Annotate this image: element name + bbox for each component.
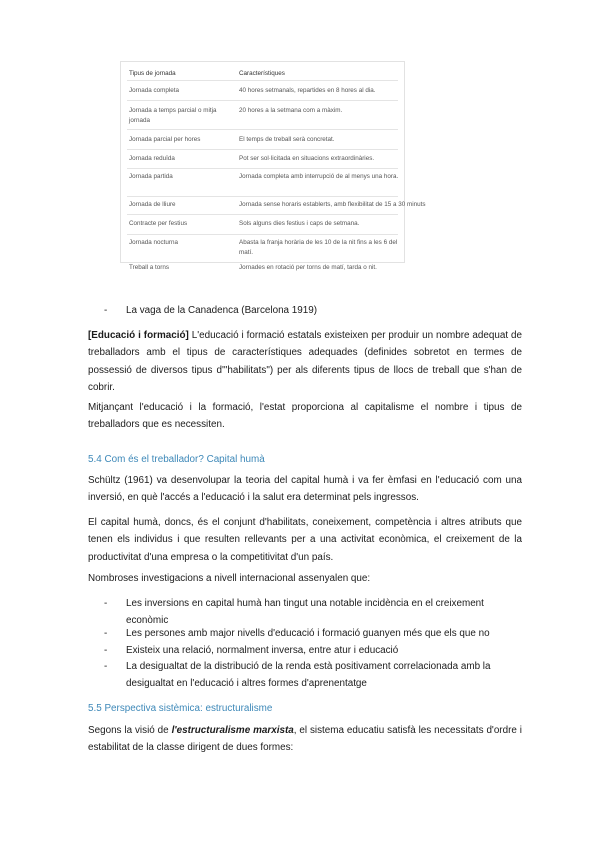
table-cell: Jornada parcial per hores <box>129 136 201 143</box>
list-item: Les inversions en capital humà han tingut una notable incidència en el creixement econòmic <box>126 598 484 627</box>
bullet-marker: - <box>104 628 108 639</box>
table-cell: Jornada sense horaris establerts, amb flexibilitat de 15 a 30 minuts <box>239 201 426 208</box>
table-cell: Treball a torns <box>129 264 170 271</box>
bullet-marker: - <box>104 305 108 316</box>
list-item: Existeix una relació, normalment inversa, entre atur i educació <box>126 645 399 656</box>
table-cell: 20 hores a la setmana com a màxim. <box>239 107 343 114</box>
table-cell: Jornades en rotació per torns de matí, tarda o nit. <box>239 264 377 271</box>
table-cell: Jornada de lliure <box>129 201 176 208</box>
table-divider <box>127 196 398 197</box>
table-header-cell: Tipus de jornada <box>129 70 176 77</box>
table-divider <box>127 129 398 130</box>
emphasis-text: l'estructuralisme marxista <box>171 725 294 736</box>
paragraph-text: Segons la visió de <box>88 725 172 736</box>
bullet-marker: - <box>104 661 108 672</box>
table-cell: Contracte per festius <box>129 220 188 227</box>
table-cell: Abasta la franja horària de les 10 de la nit fins a les 6 del matí. <box>239 239 398 256</box>
table-divider <box>127 149 398 150</box>
table-cell: 40 hores setmanals, repartides en 8 hores al dia. <box>239 87 376 94</box>
table-divider <box>127 80 398 81</box>
table-cell: Jornada a temps parcial o mitja jornada <box>129 107 217 124</box>
table-divider <box>127 234 398 235</box>
section-heading: 5.5 Perspectiva sistèmica: estructuralisme <box>88 703 273 714</box>
table-cell: Jornada nocturna <box>129 239 179 246</box>
bullet-marker: - <box>104 598 108 609</box>
table-divider <box>127 214 398 215</box>
table-cell: Jornada completa amb interrupció de al menys una hora. <box>239 173 399 180</box>
table-cell: Jornada completa <box>129 87 180 94</box>
paragraph-label: [Educació i formació] <box>88 330 189 341</box>
table-cell: Pot ser sol·licitada en situacions extraordinàries. <box>239 155 375 162</box>
table-header-cell: Característiques <box>239 70 285 77</box>
list-item: La desigualtat de la distribució de la renda està positivament correlacionada amb la desigualtat en l'educació i altres formes d'aprenentatge <box>126 661 491 690</box>
list-item: La vaga de la Canadenca (Barcelona 1919) <box>126 305 318 316</box>
paragraph-educacio <box>88 327 522 396</box>
paragraph: Nombroses investigacions a nivell internacional assenyalen que: <box>88 573 371 584</box>
paragraph-text: , el sistema educatiu satisfà les necessitats d'ordre i estabilitat de la classe dirigent de dues formes: <box>88 725 522 754</box>
table-divider <box>127 100 398 101</box>
paragraph: Schültz (1961) va desenvolupar la teoria del capital humà i va fer èmfasi en l'educació com una inversió, en què l'accés a l'educació i la salut era determinat pels ingressos. <box>88 475 522 504</box>
work-schedule-table <box>120 61 426 271</box>
table-cell: Jornada partida <box>129 173 173 180</box>
table-cell: Jornada reduïda <box>129 155 175 162</box>
section-heading: 5.4 Com és el treballador? Capital humà <box>88 454 265 465</box>
list-item: Les persones amb major nivells d'educació i formació guanyen més que els que no <box>126 628 490 639</box>
bullet-marker: - <box>104 645 108 656</box>
paragraph-text: L'educació i formació estatals existeixen per produir un nombre adequat de treballadors amb el tipus de característiques adequades (definides sobretot en termes de possessió de diversos tipus d'"habilitats") per als diferents tipus de llocs de treball que s'han de cobrir. <box>88 330 522 393</box>
table-divider <box>127 168 398 169</box>
table-cell: El temps de treball serà concretat. <box>239 136 335 143</box>
paragraph: Mitjançant l'educació i la formació, l'estat proporciona al capitalisme el nombre i tipus de treballadors que es necessiten. <box>88 402 522 431</box>
paragraph: El capital humà, doncs, és el conjunt d'habilitats, coneixement, competència i altres atributs que tenen els individus i que resulten rellevants per a una activitat econòmica, el creixement de la productivitat d'una empresa o la competitivitat d'un país. <box>88 517 522 563</box>
paragraph-segons <box>88 722 522 757</box>
table-cell: Sols alguns dies festius i caps de setmana. <box>239 220 360 227</box>
